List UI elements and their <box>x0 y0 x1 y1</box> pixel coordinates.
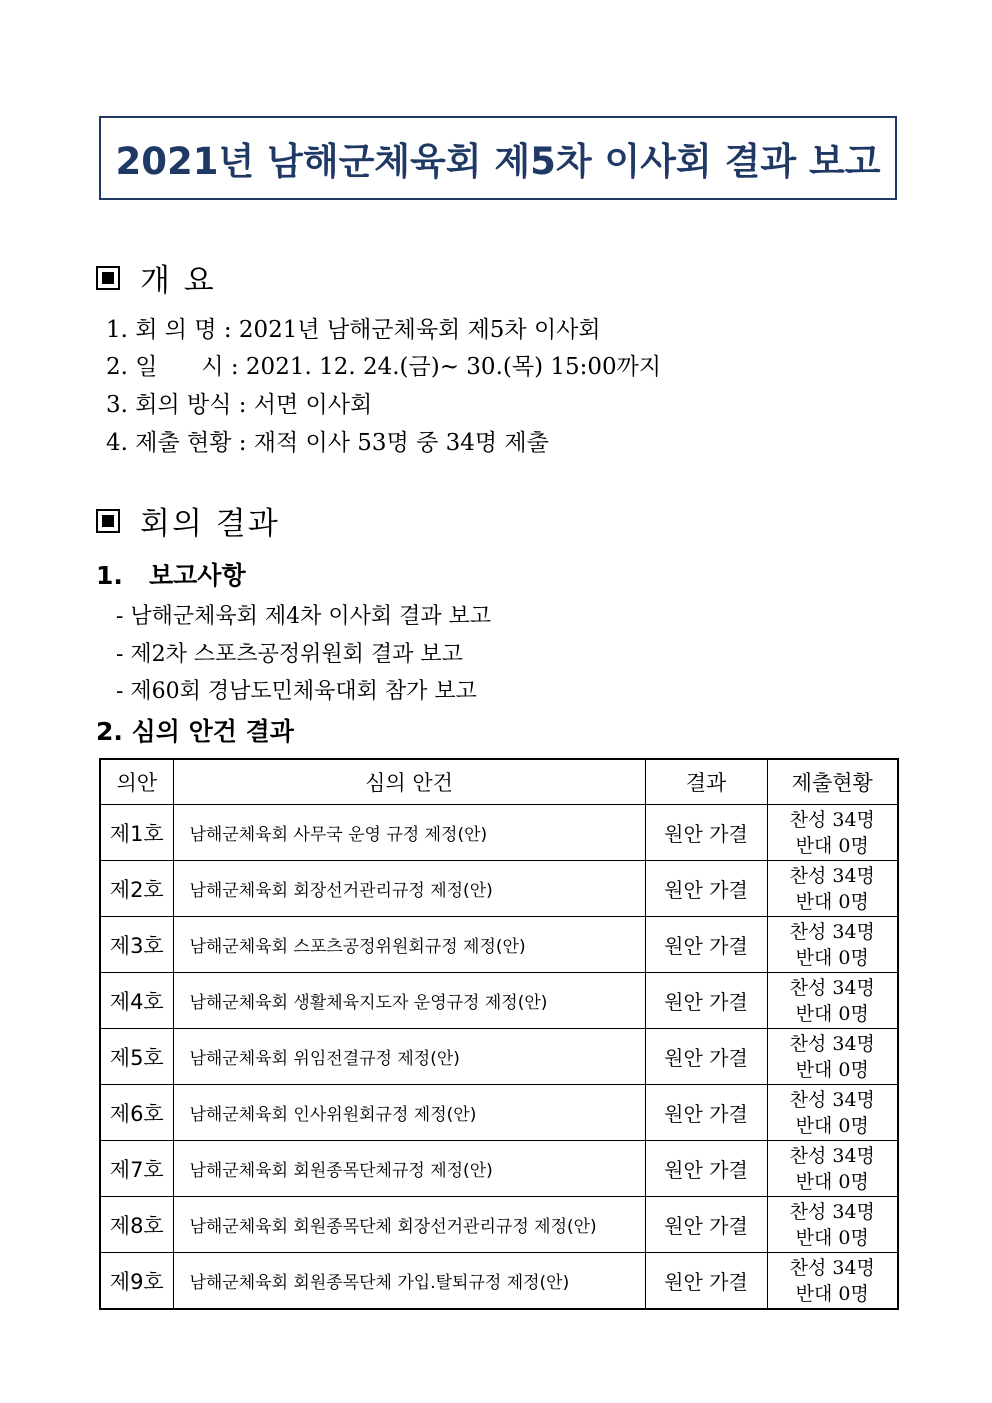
votes-for: 찬성 34명 <box>789 864 875 887</box>
agenda-submission <box>767 1141 898 1197</box>
table-row <box>100 1141 898 1197</box>
votes-against: 반대 0명 <box>795 1002 869 1025</box>
agenda-number: 제4호 <box>100 973 173 1029</box>
agenda-number: 제3호 <box>100 917 173 973</box>
agenda-result: 원안 가결 <box>645 1253 767 1310</box>
votes-for: 찬성 34명 <box>789 1144 875 1167</box>
table-row <box>100 973 898 1029</box>
agenda-number: 제9호 <box>100 1253 173 1310</box>
votes-for: 찬성 34명 <box>789 1088 875 1111</box>
agenda-item: 남해군체육회 회원종목단체 가입.탈퇴규정 제정(안) <box>173 1253 645 1310</box>
table-row <box>100 1029 898 1085</box>
votes-against: 반대 0명 <box>795 834 869 857</box>
results-section-heading <box>96 498 280 543</box>
agenda-result: 원안 가결 <box>645 1197 767 1253</box>
report-item: - 제60회 경남도민체육대회 참가 보고 <box>116 679 477 704</box>
column-header-submission: 제출현황 <box>767 759 898 805</box>
agenda-number: 제7호 <box>100 1141 173 1197</box>
report-heading: 1. 보고사항 <box>96 561 246 590</box>
agenda-item: 남해군체육회 위임전결규정 제정(안) <box>173 1029 645 1085</box>
agenda-submission <box>767 1197 898 1253</box>
agenda-result: 원안 가결 <box>645 805 767 861</box>
votes-for: 찬성 34명 <box>789 1032 875 1055</box>
overview-line-submission: 4. 제출 현황 : 재적 이사 53명 중 34명 제출 <box>106 430 549 456</box>
table-row <box>100 1197 898 1253</box>
report-item: - 남해군체육회 제4차 이사회 결과 보고 <box>116 604 492 629</box>
votes-for: 찬성 34명 <box>789 1200 875 1223</box>
overview-line-meeting-name: 1. 회 의 명 : 2021년 남해군체육회 제5차 이사회 <box>106 317 601 343</box>
column-header-item: 심의 안건 <box>173 759 645 805</box>
overview-line-datetime: 2. 일 시 : 2021. 12. 24.(금)~ 30.(목) 15:00까지 <box>106 354 662 380</box>
table-row <box>100 917 898 973</box>
overview-line-method: 3. 회의 방식 : 서면 이사회 <box>106 392 373 418</box>
votes-for: 찬성 34명 <box>789 976 875 999</box>
agenda-item: 남해군체육회 사무국 운영 규정 제정(안) <box>173 805 645 861</box>
agenda-result: 원안 가결 <box>645 861 767 917</box>
votes-for: 찬성 34명 <box>789 920 875 943</box>
votes-against: 반대 0명 <box>795 946 869 969</box>
agenda-submission <box>767 1253 898 1310</box>
agenda-item: 남해군체육회 인사위원회규정 제정(안) <box>173 1085 645 1141</box>
agenda-item: 남해군체육회 회장선거관리규정 제정(안) <box>173 861 645 917</box>
results-heading: 회의 결과 <box>140 506 280 542</box>
agenda-result: 원안 가결 <box>645 917 767 973</box>
agenda-item: 남해군체육회 회원종목단체규정 제정(안) <box>173 1141 645 1197</box>
deliberation-heading: 2. 심의 안건 결과 <box>96 717 294 746</box>
document-title: 2021년 남해군체육회 제5차 이사회 결과 보고 <box>115 140 881 183</box>
table-row <box>100 861 898 917</box>
votes-against: 반대 0명 <box>795 1114 869 1137</box>
agenda-submission <box>767 1085 898 1141</box>
agenda-submission <box>767 1029 898 1085</box>
agenda-result: 원안 가결 <box>645 1085 767 1141</box>
overview-heading: 개 요 <box>140 263 216 299</box>
report-item: - 제2차 스포츠공정위원회 결과 보고 <box>116 642 463 667</box>
table-row <box>100 1085 898 1141</box>
column-header-no: 의안 <box>100 759 173 805</box>
table-header-row <box>100 759 898 805</box>
agenda-number: 제6호 <box>100 1085 173 1141</box>
votes-for: 찬성 34명 <box>789 808 875 831</box>
agenda-submission <box>767 805 898 861</box>
agenda-result: 원안 가결 <box>645 1141 767 1197</box>
votes-against: 반대 0명 <box>795 1282 869 1305</box>
agenda-number: 제2호 <box>100 861 173 917</box>
agenda-submission <box>767 861 898 917</box>
agenda-item: 남해군체육회 생활체육지도자 운영규정 제정(안) <box>173 973 645 1029</box>
table-row <box>100 805 898 861</box>
agenda-item: 남해군체육회 스포츠공정위원회규정 제정(안) <box>173 917 645 973</box>
filled-square-icon <box>96 509 120 533</box>
votes-against: 반대 0명 <box>795 1170 869 1193</box>
agenda-result: 원안 가결 <box>645 1029 767 1085</box>
agenda-result: 원안 가결 <box>645 973 767 1029</box>
agenda-submission <box>767 917 898 973</box>
agenda-submission <box>767 973 898 1029</box>
agenda-item: 남해군체육회 회원종목단체 회장선거관리규정 제정(안) <box>173 1197 645 1253</box>
votes-against: 반대 0명 <box>795 1058 869 1081</box>
agenda-table <box>99 758 899 1310</box>
overview-section-heading <box>96 255 216 300</box>
title-box <box>99 116 897 200</box>
table-row <box>100 1253 898 1310</box>
column-header-result: 결과 <box>645 759 767 805</box>
filled-square-icon <box>96 266 120 290</box>
agenda-number: 제1호 <box>100 805 173 861</box>
agenda-number: 제8호 <box>100 1197 173 1253</box>
agenda-number: 제5호 <box>100 1029 173 1085</box>
votes-against: 반대 0명 <box>795 1226 869 1249</box>
votes-for: 찬성 34명 <box>789 1256 875 1279</box>
votes-against: 반대 0명 <box>795 890 869 913</box>
